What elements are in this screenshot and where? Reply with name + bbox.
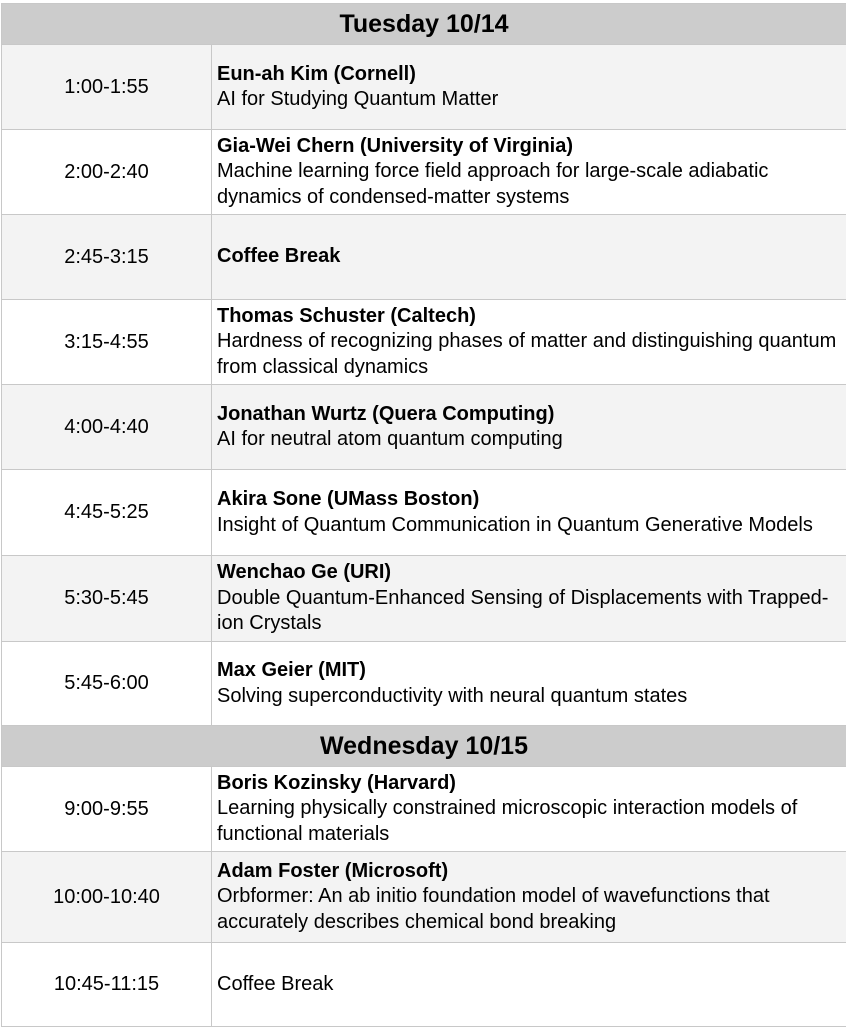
time-slot: 5:30-5:45 bbox=[2, 556, 212, 642]
talk-title: Machine learning force field approach for large-scale adiabatic dynamics of condensed-matter systems bbox=[217, 160, 769, 208]
talk-cell bbox=[212, 767, 846, 852]
schedule-row bbox=[2, 943, 846, 1027]
time-slot: 2:00-2:40 bbox=[2, 130, 212, 215]
break-label: Coffee Break bbox=[217, 972, 334, 995]
time-slot: 1:00-1:55 bbox=[2, 45, 212, 130]
talk-cell bbox=[212, 642, 846, 726]
time-slot: 5:45-6:00 bbox=[2, 642, 212, 726]
talk-cell bbox=[212, 470, 846, 556]
talk-cell bbox=[212, 300, 846, 385]
talk-cell bbox=[212, 215, 846, 300]
schedule-row bbox=[2, 130, 846, 215]
time-slot: 2:45-3:15 bbox=[2, 215, 212, 300]
talk-cell bbox=[212, 130, 846, 215]
time-slot: 10:45-11:15 bbox=[2, 943, 212, 1027]
speaker-name: Eun-ah Kim (Cornell) bbox=[217, 62, 416, 85]
talk-title: Double Quantum-Enhanced Sensing of Displacements with Trapped-ion Crystals bbox=[217, 586, 829, 635]
day-heading: Tuesday 10/14 bbox=[2, 4, 846, 45]
talk-title: AI for Studying Quantum Matter bbox=[217, 88, 499, 110]
talk-title: AI for neutral atom quantum computing bbox=[217, 428, 563, 450]
time-slot: 4:00-4:40 bbox=[2, 385, 212, 470]
talk-cell bbox=[212, 852, 846, 943]
time-slot: 10:00-10:40 bbox=[2, 852, 212, 943]
time-slot: 3:15-4:55 bbox=[2, 300, 212, 385]
speaker-name: Thomas Schuster (Caltech) bbox=[217, 304, 476, 327]
schedule-row bbox=[2, 852, 846, 943]
day-header-wednesday bbox=[2, 726, 846, 767]
talk-title: Orbformer: An ab initio foundation model of wavefunctions that accurately describes chemical bond breaking bbox=[217, 885, 770, 933]
day-heading: Wednesday 10/15 bbox=[2, 726, 846, 767]
speaker-name: Boris Kozinsky (Harvard) bbox=[217, 771, 456, 794]
time-slot: 4:45-5:25 bbox=[2, 470, 212, 556]
schedule-row bbox=[2, 300, 846, 385]
schedule-row bbox=[2, 385, 846, 470]
schedule-row bbox=[2, 470, 846, 556]
schedule-row bbox=[2, 45, 846, 130]
speaker-name: Max Geier (MIT) bbox=[217, 659, 366, 681]
speaker-name: Gia-Wei Chern (University of Virginia) bbox=[217, 134, 573, 157]
schedule-row bbox=[2, 556, 846, 642]
talk-title: Hardness of recognizing phases of matter and distinguishing quantum from classical dynamics bbox=[217, 330, 837, 378]
schedule-row bbox=[2, 767, 846, 852]
speaker-name: Adam Foster (Microsoft) bbox=[217, 859, 449, 882]
talk-cell bbox=[212, 45, 846, 130]
speaker-name: Wenchao Ge (URI) bbox=[217, 561, 392, 584]
schedule-table bbox=[1, 3, 846, 1027]
talk-title: Insight of Quantum Communication in Quantum Generative Models bbox=[217, 513, 813, 536]
break-label: Coffee Break bbox=[217, 245, 341, 268]
schedule-row bbox=[2, 642, 846, 726]
talk-cell bbox=[212, 385, 846, 470]
schedule-row bbox=[2, 215, 846, 300]
speaker-name: Jonathan Wurtz (Quera Computing) bbox=[217, 402, 555, 425]
talk-cell bbox=[212, 943, 846, 1027]
speaker-name: Akira Sone (UMass Boston) bbox=[217, 488, 480, 510]
talk-cell bbox=[212, 556, 846, 642]
day-header-tuesday bbox=[2, 4, 846, 45]
time-slot: 9:00-9:55 bbox=[2, 767, 212, 852]
talk-title: Solving superconductivity with neural quantum states bbox=[217, 684, 688, 707]
talk-title: Learning physically constrained microscopic interaction models of functional materials bbox=[217, 797, 798, 845]
